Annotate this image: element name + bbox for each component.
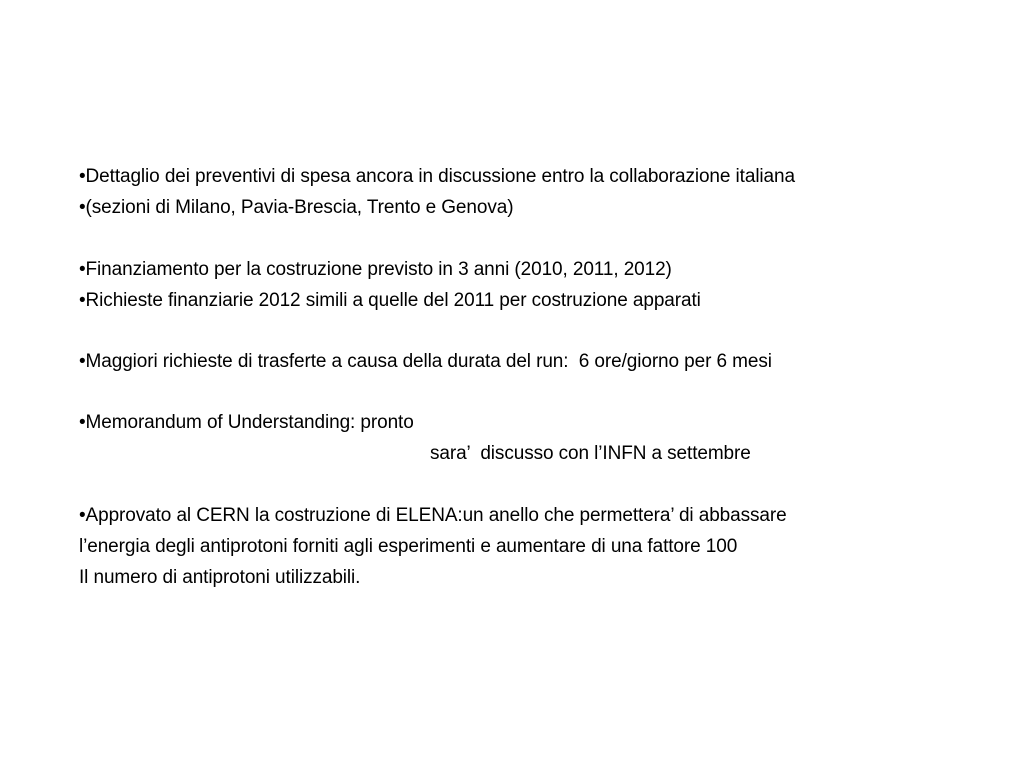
bullet-preventivi: •Dettaglio dei preventivi di spesa ancora in discussione entro la collaborazione italiana [79, 166, 795, 187]
bullet-richieste-finanziarie: •Richieste finanziarie 2012 simili a quelle del 2011 per costruzione apparati [79, 290, 701, 311]
bullet-memorandum: •Memorandum of Understanding: pronto [79, 412, 414, 433]
elena-continuation-2: Il numero di antiprotoni utilizzabili. [79, 567, 361, 588]
bullet-trasferte: •Maggiori richieste di trasferte a causa della durata del run: 6 ore/giorno per 6 mesi [79, 351, 772, 372]
elena-continuation-1: l’energia degli antiprotoni forniti agli esperimenti e aumentare di una fattore 100 [79, 536, 738, 557]
bullet-sezioni: •(sezioni di Milano, Pavia-Brescia, Trento e Genova) [79, 197, 514, 218]
bullet-elena: •Approvato al CERN la costruzione di ELENA:un anello che permettera’ di abbassare [79, 505, 787, 526]
memorandum-continuation: sara’ discusso con l’INFN a settembre [430, 443, 751, 464]
bullet-finanziamento: •Finanziamento per la costruzione previsto in 3 anni (2010, 2011, 2012) [79, 259, 672, 280]
